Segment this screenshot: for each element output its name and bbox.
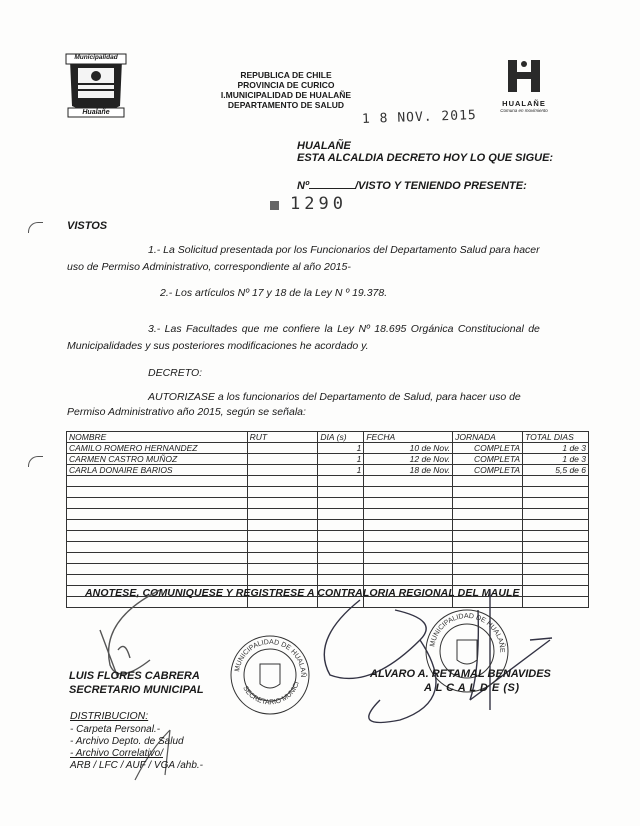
table-cell-empty — [523, 564, 589, 575]
cell-total: 1 de 3 — [523, 454, 589, 465]
seal-top-text: MUNICIPALIDAD DE HUALAÑ — [234, 638, 307, 678]
number-stamp-mark — [270, 201, 279, 210]
table-row-empty — [67, 476, 589, 487]
cell-total: 1 de 3 — [523, 443, 589, 454]
cell-days: 1 — [318, 454, 364, 465]
vistos-item-1-cont: uso de Permiso Administrativo, correspondiente al año 2015- — [67, 261, 351, 273]
table-cell-empty — [318, 542, 364, 553]
decree-line-1: ESTA ALCALDIA DECRETO HOY LO QUE SIGUE: — [297, 152, 554, 164]
mayor-title: A L C A L D E (S) — [424, 682, 520, 694]
seal-bottom-text: SECRETARIO MUNICI — [241, 680, 301, 707]
table-cell-empty — [318, 509, 364, 520]
secretary-seal — [229, 634, 311, 716]
decree-number-stamp: 1290 — [290, 194, 347, 214]
cell-total: 5,5 de 6 — [523, 465, 589, 476]
table-cell-empty — [364, 509, 453, 520]
margin-mark — [28, 456, 43, 467]
table-cell-empty — [318, 553, 364, 564]
table-cell-empty — [318, 531, 364, 542]
table-cell-empty — [523, 553, 589, 564]
vistos-item-1: 1.- La Solicitud presentada por los Funcionarios del Departamento Salud para hacer — [148, 244, 540, 256]
logo-subtitle: Comuna en movimiento — [500, 108, 548, 113]
distribution-item: - Archivo Depto. de Salud — [70, 736, 184, 747]
distribution-item: - Archivo Correlativo/ — [70, 748, 163, 759]
vistos-title: VISTOS — [67, 220, 108, 232]
table-cell-empty — [523, 498, 589, 509]
table-row-empty — [67, 509, 589, 520]
table-row-empty — [67, 498, 589, 509]
column-header: DIA (s) — [318, 432, 364, 443]
cell-shift: COMPLETA — [453, 454, 523, 465]
table-row-empty — [67, 542, 589, 553]
table-row-empty — [67, 553, 589, 564]
decree-number-prefix: Nº — [297, 180, 309, 192]
table-header-row — [67, 432, 589, 443]
table-cell-empty — [318, 498, 364, 509]
table-cell-empty — [523, 531, 589, 542]
table-row-empty — [67, 487, 589, 498]
table-cell-empty — [453, 553, 523, 564]
header-institution — [206, 70, 366, 110]
margin-mark — [28, 222, 43, 233]
table-cell-empty — [247, 553, 318, 564]
table-cell-empty — [67, 498, 248, 509]
cell-shift: COMPLETA — [453, 443, 523, 454]
table-row-empty — [67, 531, 589, 542]
table-cell-empty — [523, 476, 589, 487]
header-line: REPUBLICA DE CHILE — [240, 70, 332, 80]
table-cell-empty — [247, 498, 318, 509]
decree-visto-label: /VISTO Y TENIENDO PRESENTE: — [354, 180, 527, 192]
table-cell-empty — [318, 476, 364, 487]
table-row-empty — [67, 564, 589, 575]
table-cell-empty — [453, 476, 523, 487]
table-cell-empty — [364, 553, 453, 564]
table-cell-empty — [67, 520, 248, 531]
closing-statement: ANOTESE, COMUNIQUESE Y REGISTRESE A CONTRALORIA REGIONAL DEL MAULE — [85, 587, 520, 599]
hualane-h-icon — [504, 58, 544, 94]
cell-date: 18 de Nov. — [364, 465, 453, 476]
table-row — [67, 465, 589, 476]
table-cell-empty — [67, 509, 248, 520]
crest-bottom-label: Hualañe — [82, 109, 110, 116]
table-cell-empty — [364, 542, 453, 553]
cell-date: 10 de Nov. — [364, 443, 453, 454]
header-line: PROVINCIA DE CURICO — [237, 80, 335, 90]
secretary-title: SECRETARIO MUNICIPAL — [69, 684, 204, 696]
table-cell-empty — [364, 487, 453, 498]
table-cell-empty — [318, 520, 364, 531]
cell-rut — [247, 443, 318, 454]
table-row-empty — [67, 520, 589, 531]
table-cell-empty — [364, 531, 453, 542]
table-cell-empty — [453, 542, 523, 553]
decreto-text-cont: Permiso Administrativo año 2015, según se señala: — [67, 406, 306, 418]
table-cell-empty — [364, 564, 453, 575]
cell-shift: COMPLETA — [453, 465, 523, 476]
column-header: RUT — [247, 432, 318, 443]
seal-top-text: MUNICIPALIDAD DE HUALAÑE — [429, 612, 506, 653]
table-cell-empty — [247, 531, 318, 542]
decree-line-2 — [297, 178, 527, 192]
svg-text:MUNICIPALIDAD DE HUALAÑE — [229, 634, 308, 677]
table-cell-empty — [67, 542, 248, 553]
distribution-item: - Carpeta Personal.- — [70, 724, 161, 735]
column-header: TOTAL DIAS — [523, 432, 589, 443]
table-cell-empty — [364, 520, 453, 531]
table-cell-empty — [523, 520, 589, 531]
hualane-logo — [496, 58, 552, 118]
table-cell-empty — [523, 542, 589, 553]
cell-rut — [247, 465, 318, 476]
table-cell-empty — [67, 531, 248, 542]
table-cell-empty — [453, 487, 523, 498]
column-header: NOMBRE — [67, 432, 248, 443]
logo-name: HUALAÑE — [502, 99, 546, 108]
column-header: FECHA — [364, 432, 453, 443]
table-cell-empty — [364, 476, 453, 487]
table-cell-empty — [67, 487, 248, 498]
vistos-item-3-cont: Municipalidades y sus posteriores modificaciones he acordado y. — [67, 340, 369, 352]
table-cell-empty — [453, 531, 523, 542]
table-cell-empty — [247, 564, 318, 575]
table-cell-empty — [318, 564, 364, 575]
cell-days: 1 — [318, 443, 364, 454]
cell-name: CARMEN CASTRO MUÑOZ — [67, 454, 248, 465]
decreto-text: AUTORIZASE a los funcionarios del Departamento de Salud, para hacer uso de — [148, 391, 521, 403]
cell-date: 12 de Nov. — [364, 454, 453, 465]
header-line: I.MUNICIPALIDAD DE HUALAÑE — [220, 90, 352, 100]
column-header: JORNADA — [453, 432, 523, 443]
table-cell-empty — [453, 498, 523, 509]
table-cell-empty — [453, 520, 523, 531]
table-cell-empty — [318, 487, 364, 498]
table-cell-empty — [247, 520, 318, 531]
cell-name: CAMILO ROMERO HERNANDEZ — [67, 443, 248, 454]
vistos-item-3: 3.- Las Facultades que me confiere la Ley Nº 18.695 Orgánica Constitucional de — [148, 323, 540, 335]
distribution-initials: ARB / LFC / AUF / VGA /ahb.- — [70, 760, 204, 771]
mayor-name: ALVARO A. RETAMAL BENAVIDES — [370, 668, 551, 680]
table-cell-empty — [453, 564, 523, 575]
vistos-item-2: 2.- Los artículos Nº 17 y 18 de la Ley N º 19.378. — [160, 287, 388, 299]
table-cell-empty — [453, 509, 523, 520]
table-cell-empty — [67, 553, 248, 564]
crest-top-label: Municipalidad — [74, 54, 118, 61]
cell-days: 1 — [318, 465, 364, 476]
date-stamp: 1 8 NOV. 2015 — [361, 108, 477, 127]
table-cell-empty — [523, 487, 589, 498]
cell-name: CARLA DONAIRE BARIOS — [67, 465, 248, 476]
cell-rut — [247, 454, 318, 465]
table-row — [67, 443, 589, 454]
table-cell-empty — [247, 476, 318, 487]
table-cell-empty — [247, 542, 318, 553]
table-cell-empty — [67, 476, 248, 487]
table-cell-empty — [247, 487, 318, 498]
table-row — [67, 454, 589, 465]
secretary-name: LUIS FLORES CABRERA — [69, 670, 200, 682]
table-cell-empty — [523, 509, 589, 520]
table-cell-empty — [364, 498, 453, 509]
distribution-title: DISTRIBUCION: — [70, 710, 149, 722]
decreto-title: DECRETO: — [148, 367, 203, 379]
decree-place: HUALAÑE — [297, 140, 351, 152]
table-cell-empty — [247, 509, 318, 520]
header-line: DEPARTAMENTO DE SALUD — [227, 100, 345, 110]
table-cell-empty — [67, 564, 248, 575]
